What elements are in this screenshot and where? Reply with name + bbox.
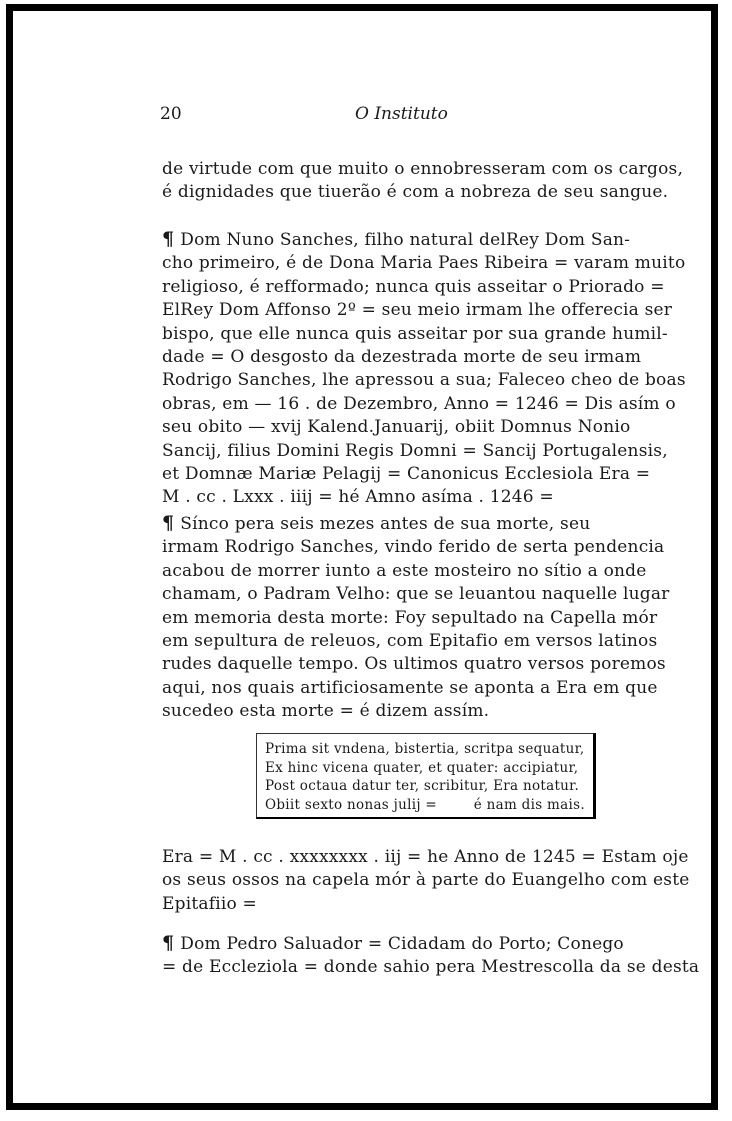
- text-line: et Domnæ Mariæ Pelagij = Canonicus Ecclesiola Era =: [162, 464, 651, 485]
- text-line: de virtude com que muito o ennobresseram com os cargos,: [162, 159, 684, 179]
- text-line: religioso, é refformado; nunca quis asseitar o Priorado =: [162, 276, 665, 297]
- epitaph-line: Obiit sexto nonas julij = é nam dis mais.: [265, 796, 585, 813]
- running-title: O Instituto: [355, 104, 448, 124]
- epitaph-line: Post octaua datur ter, scribitur, Era notatur.: [265, 778, 580, 794]
- paragraph-mark-icon: ¶: [162, 228, 175, 250]
- text-line: ¶ Síncо pera seis mezes antes de sua morte, seu: [162, 512, 591, 534]
- paragraph-continuation: [162, 158, 684, 205]
- text-line: cho primeiro, é de Dona Maria Paes Ribeira = varam muito: [162, 253, 686, 274]
- paragraph-era: [162, 846, 690, 916]
- text-line: bispo, que elle nunca quis asseitar por sua grande humil-: [162, 323, 668, 344]
- paragraph-mark-icon: ¶: [162, 512, 175, 534]
- text-line: ElRey Dom Affonso 2º = seu meio irmam lhe offerecia ser: [162, 300, 673, 321]
- text-line: rudes daquelle tempo. Os ultimos quatro versos poremos: [162, 654, 666, 675]
- text-line: Epitafiio =: [162, 893, 257, 914]
- text-line: em memoria desta morte: Foy sepultado na Capella mór: [162, 607, 658, 628]
- text-line: Sancij, filius Domini Regis Domni = Sancij Portugalensis,: [162, 440, 668, 461]
- text-line: é dignidades que tiuerão é com a nobreza de seu sangue.: [162, 182, 669, 203]
- page-number: 20: [160, 104, 182, 124]
- epitaph-line: Prima sit vndena, bistertia, scritpa sequatur,: [265, 741, 585, 757]
- text-line: M . cc . Lxxx . iiij = hé Amno asíma . 1246 =: [162, 487, 554, 508]
- text-line: ¶ Dom Nuno Sanches, filho natural delRey Dom San-: [162, 228, 631, 250]
- paragraph-sinco: [162, 512, 670, 724]
- text-line: Era = M . cc . xxxxxxxx . iij = he Anno de 1245 = Estam oje: [162, 847, 689, 867]
- paragraph-mark-icon: ¶: [162, 932, 175, 954]
- epitaph-box: [256, 733, 596, 819]
- text-line: = de Eccleziola = donde sahio pera Mestrescolla da se desta: [162, 957, 700, 978]
- text-line: irmam Rodrigo Sanches, vindo ferido de serta pendencia: [162, 537, 665, 558]
- text-line: os seus ossos na capela mór à parte do Euangelho com este: [162, 870, 690, 891]
- text-line: aqui, nos quais artificiosamente se aponta a Era em que: [162, 677, 658, 698]
- text-line: seu obito — xvij Kalend.Januarij, obiit Domnus Nonio: [162, 417, 631, 438]
- text-line: sucedeo esta morte = é dizem assím.: [162, 701, 490, 722]
- paragraph-dom-pedro: [162, 932, 700, 980]
- text-line: acabou de morrer iunto a este mosteiro no sítio a onde: [162, 560, 647, 581]
- epitaph-line: Ex hinc vicena quater, et quater: accipiatur,: [265, 759, 579, 776]
- paragraph-dom-nuno: [162, 228, 686, 510]
- text-line: Rodrigo Sanches, lhe apressou a sua; Faleceo cheo de boas: [162, 370, 686, 391]
- text-line: chamam, o Padram Velho: que se leuantou naquelle lugar: [162, 584, 670, 605]
- text-line: obras, em — 16 . de Dezembro, Anno = 1246 = Dis asím o: [162, 393, 676, 414]
- text-line: ¶ Dom Pedro Saluador = Cidadam do Porto; Conego: [162, 932, 624, 954]
- text-line: em sepultura de releuos, com Epitafio em versos latinos: [162, 631, 658, 652]
- text-line: dade = O desgosto da dezestrada morte de seu irmam: [162, 347, 642, 368]
- page-header: [160, 104, 640, 128]
